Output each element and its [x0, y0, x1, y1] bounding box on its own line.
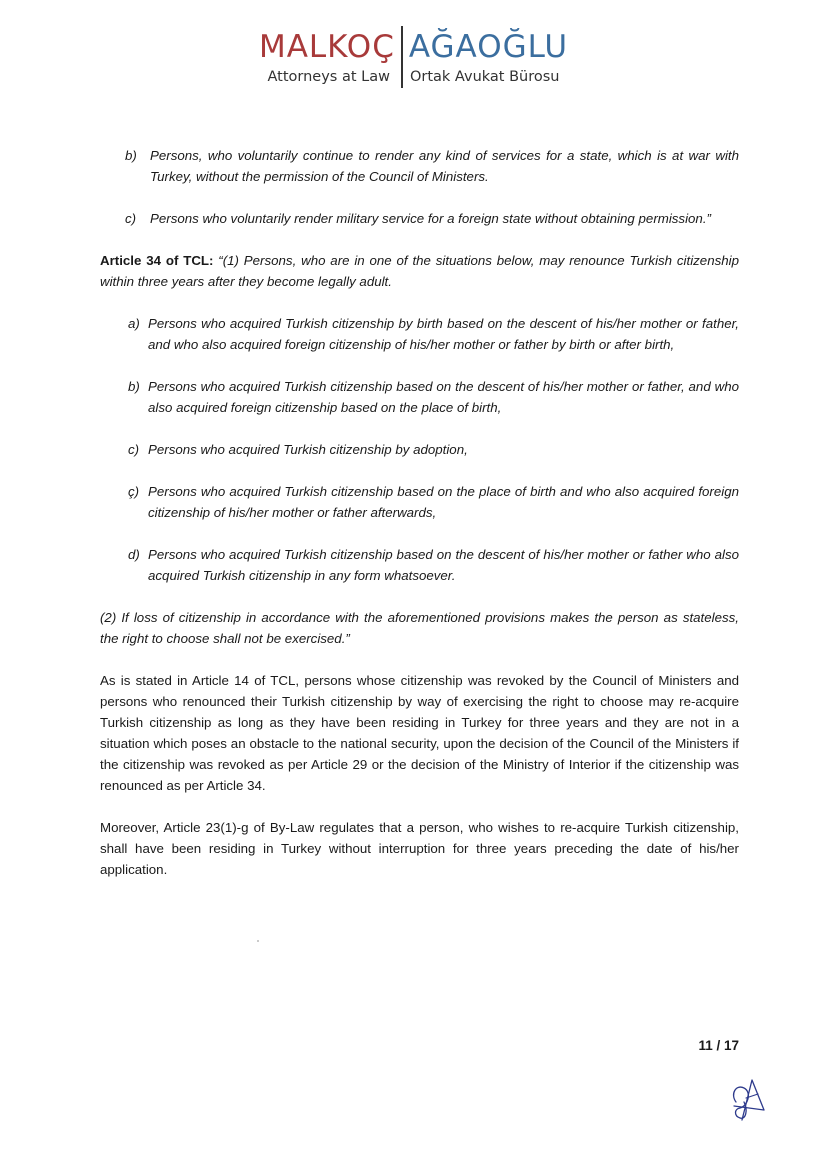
- list-item: [100, 145, 739, 187]
- list-item: [100, 544, 739, 586]
- list-item-text: Persons who acquired Turkish citizenship based on the descent of his/her mother or father who also acquired Turkish citizenship in any form whatsoever.: [148, 547, 739, 583]
- list-item-text: Persons who acquired Turkish citizenship based on the descent of his/her mother or father, and who also acquired foreign citizenship based on the place of birth,: [148, 379, 739, 415]
- subtitle-english: Attorneys at Law: [267, 69, 390, 85]
- document-body: [100, 145, 739, 901]
- article-34-intro: [100, 250, 739, 292]
- list-item-text: Persons, who voluntarily continue to render any kind of services for a state, which is at war with Turkey, without the permission of the Council of Ministers.: [150, 148, 739, 184]
- list-item-label: d): [128, 547, 140, 562]
- body-paragraph: Moreover, Article 23(1)-g of By-Law regulates that a person, who wishes to re-acquire Turkish citizenship, shall have been residing in Turkey without interruption for three years preceding the date of his/her application.: [100, 820, 739, 877]
- list-item-label: b): [128, 379, 140, 394]
- list-item: [100, 313, 739, 355]
- firm-subtitle: [0, 68, 827, 86]
- article-34-heading: Article 34 of TCL:: [100, 253, 214, 268]
- list-item-label: a): [128, 316, 140, 331]
- scan-speck: [257, 940, 259, 942]
- firm-name-left: MALKOÇ: [258, 29, 395, 65]
- list-item-label: b): [125, 148, 137, 163]
- initials-signature: [728, 1072, 770, 1124]
- list-item: [100, 376, 739, 418]
- list-item-label: c): [125, 211, 137, 226]
- body-paragraph: As is stated in Article 14 of TCL, persons whose citizenship was revoked by the Council of Ministers and persons who renounced their Turkish citizenship by way of exercising the right to choose may re-acquire Turkish citizenship as long as they have been residing in Turkey for three years and they are not in a situation which poses an obstacle to the national security, upon the decision of the Council of the Ministers if the citizenship was revoked as per Article 29 or the decision of the Ministry of Interior if the citizenship was renounced as per Article 34.: [100, 673, 739, 793]
- letterhead: [0, 18, 827, 98]
- list-item-label: c): [128, 442, 140, 457]
- list-item: [100, 481, 739, 523]
- list-item-label: ç): [128, 484, 140, 499]
- list-item: [100, 439, 739, 460]
- page-number: 11 / 17: [698, 1038, 739, 1053]
- article-34-closing: (2) If loss of citizenship in accordance with the aforementioned provisions makes the person as stateless, the right to choose shall not be exercised.”: [100, 610, 739, 646]
- list-item-text: Persons who acquired Turkish citizenship by birth based on the descent of his/her mother or father, and who also acquired foreign citizenship of his/her mother or father by birth or after birth,: [148, 316, 739, 352]
- subtitle-turkish: Ortak Avukat Bürosu: [409, 69, 560, 85]
- list-item-text: Persons who acquired Turkish citizenship by adoption,: [148, 442, 468, 457]
- list-item-text: Persons who voluntarily render military service for a foreign state without obtaining permission.”: [150, 211, 711, 226]
- article-34-intro-text: “(1) Persons, who are in one of the situations below, may renounce Turkish citizenship within three years after they become legally adult.: [100, 253, 739, 289]
- firm-name-right: AĞAOĞLU: [408, 29, 569, 65]
- list-item-text: Persons who acquired Turkish citizenship based on the place of birth and who also acquired foreign citizenship of his/her mother or father afterwards,: [148, 484, 739, 520]
- list-item: [100, 208, 739, 229]
